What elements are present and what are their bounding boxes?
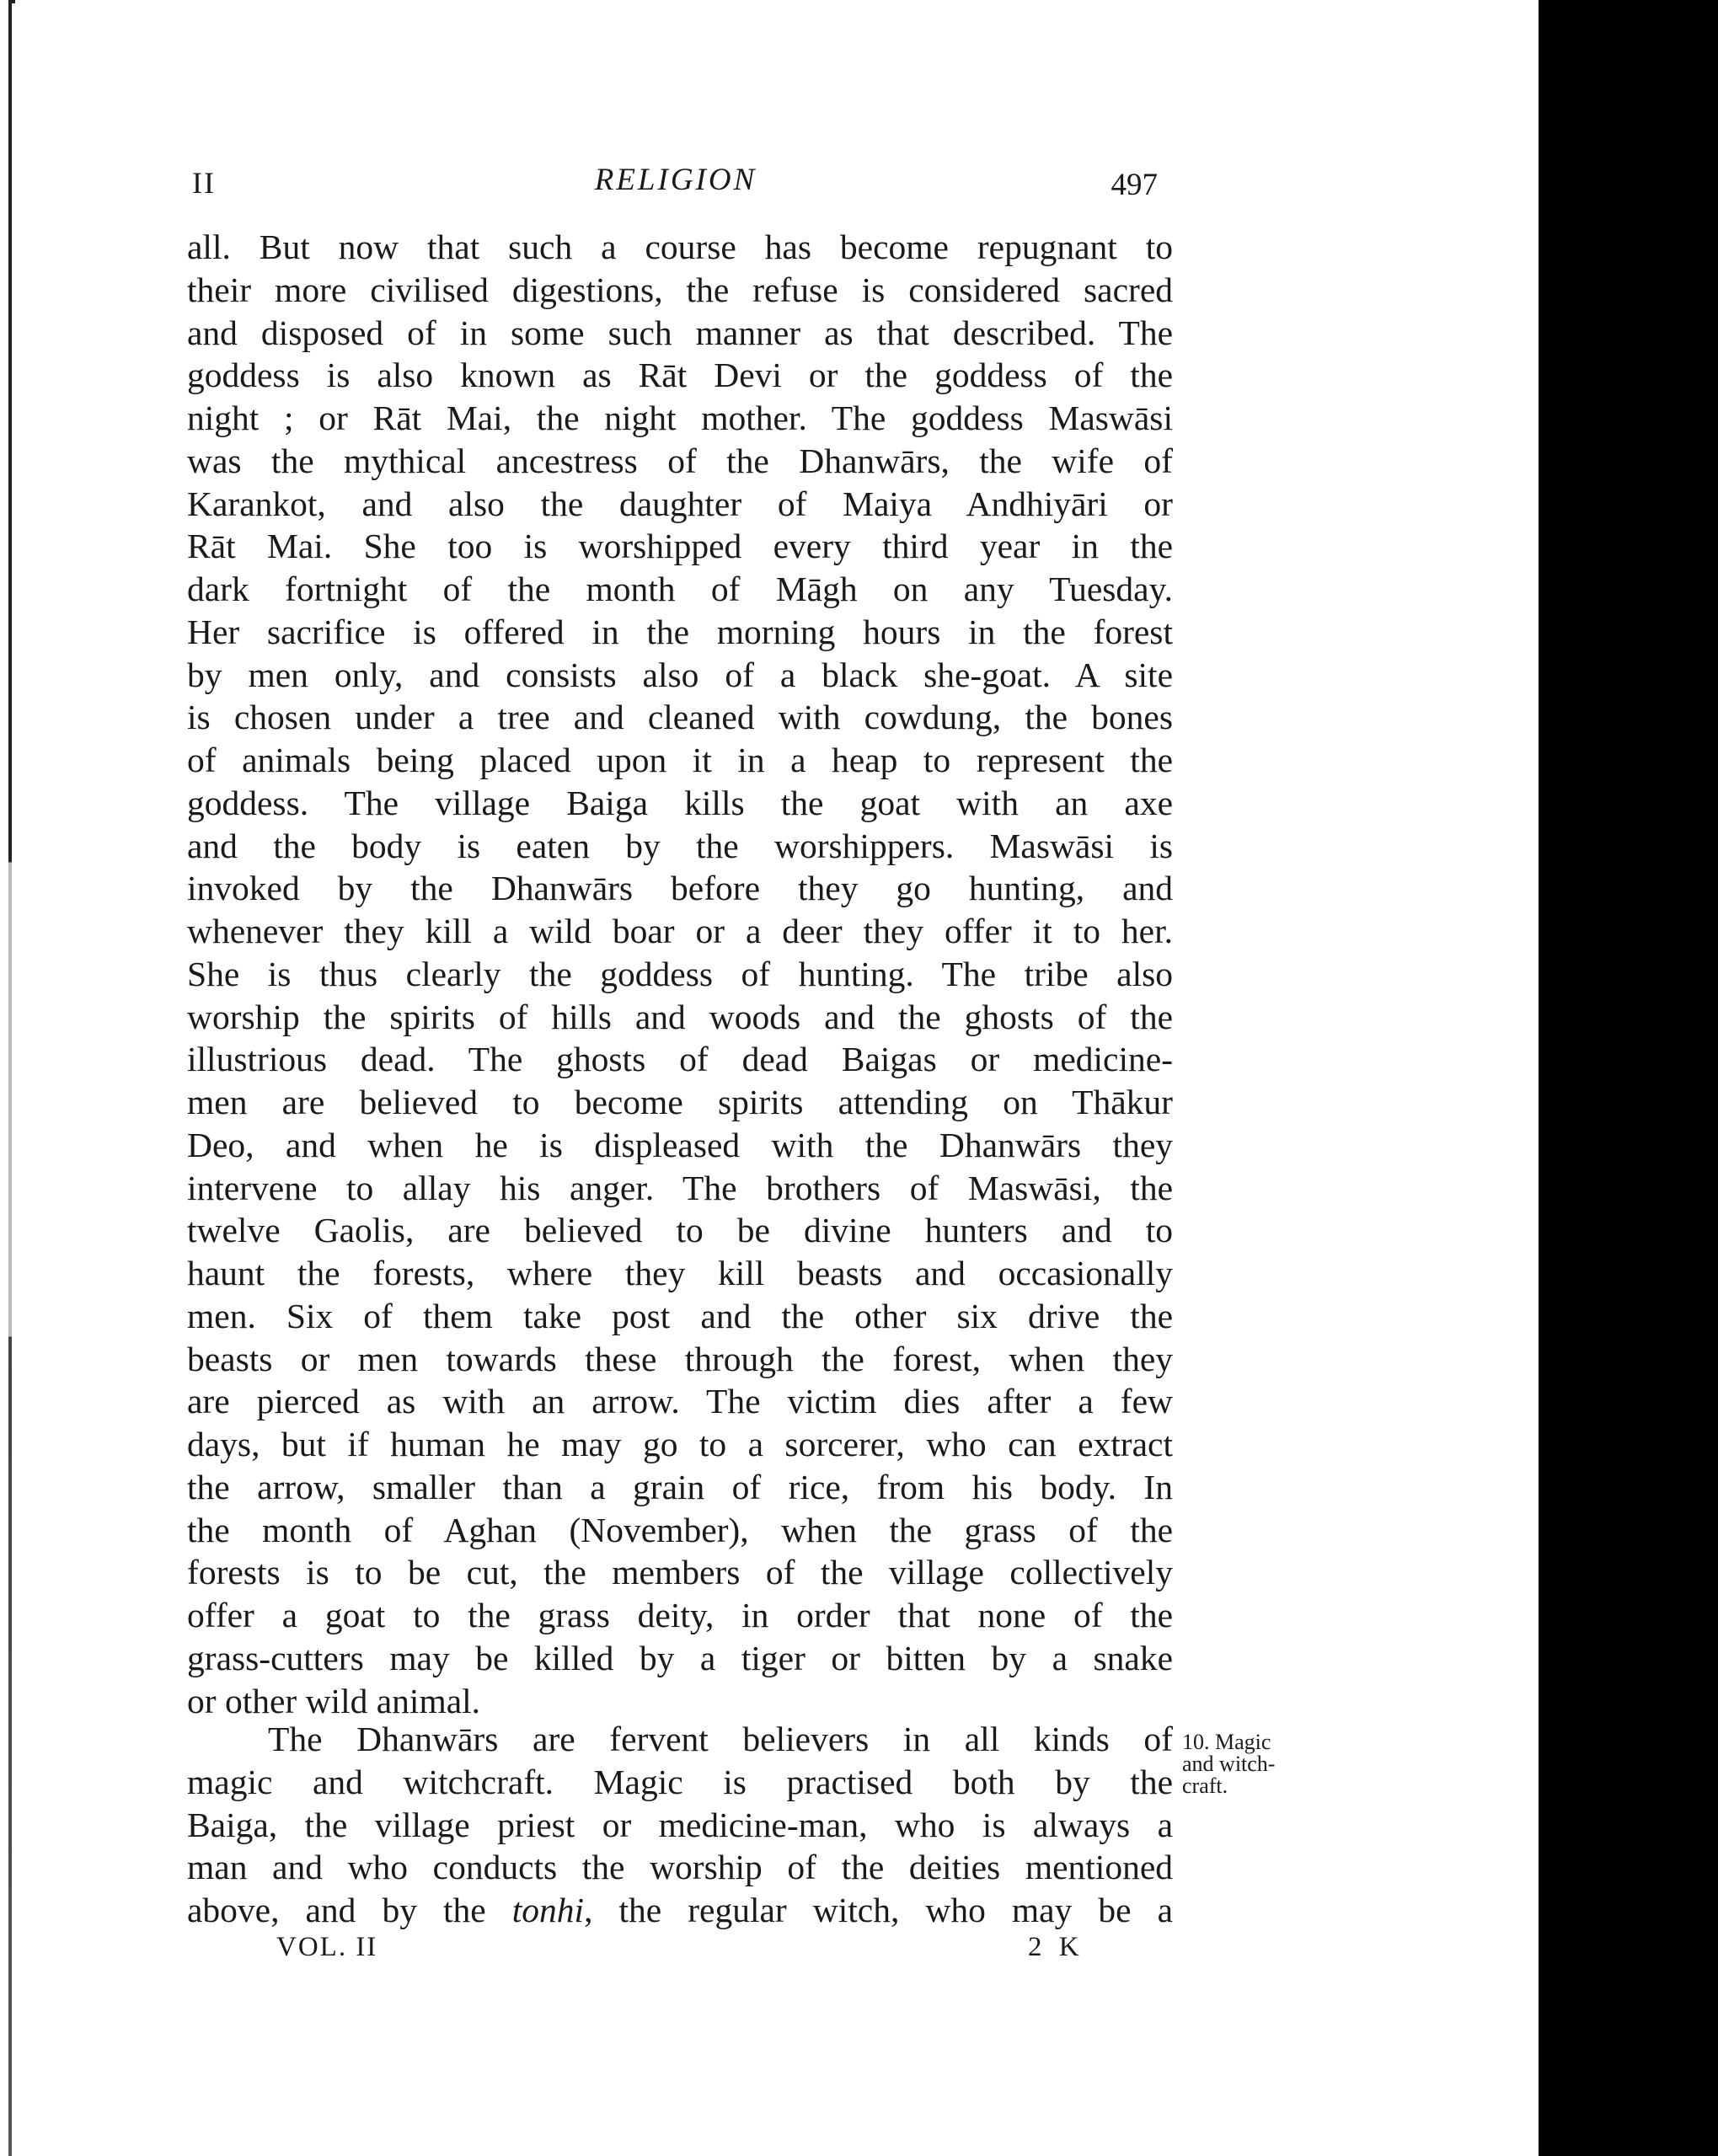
text-line: Her sacrifice is offered in the morning hours in the forest <box>187 612 1173 651</box>
text-line: The Dhanwārs are fervent believers in all kinds of <box>268 1720 1173 1758</box>
scan-right-dark-band <box>1539 0 1718 2156</box>
footer-volume: VOL. II <box>276 1932 378 1962</box>
text-line: goddess is also known as Rāt Devi or the goddess of the <box>187 356 1173 395</box>
text-line: illustrious dead. The ghosts of dead Baigas or medicine- <box>187 1040 1173 1079</box>
paragraph-2 <box>187 1718 1173 1932</box>
text-line: is chosen under a tree and cleaned with cowdung, the bones <box>187 698 1173 737</box>
text-line: are pierced as with an arrow. The victim dies after a few <box>187 1382 1173 1421</box>
footer-signature: 2 K <box>1028 1932 1084 1962</box>
header-volume-number: II <box>192 166 216 200</box>
margin-note <box>1182 1731 1317 1797</box>
text-line: grass-cutters may be killed by a tiger or bitten by a snake <box>187 1638 1173 1677</box>
text-line: magic and witchcraft. Magic is practised both by the <box>187 1762 1173 1801</box>
text-line: goddess. The village Baiga kills the goat with an axe <box>187 783 1173 822</box>
text-line: and the body is eaten by the worshippers. Maswāsi is <box>187 826 1173 865</box>
text-line: She is thus clearly the goddess of hunting. The tribe also <box>187 954 1173 993</box>
text-line: Rāt Mai. She too is worshipped every third year in the <box>187 527 1173 566</box>
page-footer <box>187 1932 1173 1966</box>
text-line: night ; or Rāt Mai, the night mother. The goddess Maswāsi <box>187 399 1173 437</box>
text-line: their more civilised digestions, the refuse is considered sacred <box>187 270 1173 309</box>
text-line: the month of Aghan (November), when the grass of the <box>187 1510 1173 1549</box>
margin-note-line: 10. Magic <box>1182 1730 1271 1754</box>
text-line: men. Six of them take post and the other six drive the <box>187 1296 1173 1335</box>
running-header <box>189 155 1163 206</box>
scan-left-edge <box>8 0 12 2156</box>
text-line <box>187 1889 1173 1932</box>
text-line: by men only, and consists also of a black she-goat. A site <box>187 655 1173 694</box>
page-number: 497 <box>1111 168 1158 202</box>
text-fragment: above, and by the <box>187 1891 512 1929</box>
text-line: the arrow, smaller than a grain of rice, from his body. In <box>187 1467 1173 1506</box>
text-line: all. But now that such a course has become repugnant to <box>187 227 1173 266</box>
text-line: was the mythical ancestress of the Dhanwārs, the wife of <box>187 441 1173 480</box>
text-line: twelve Gaolis, are believed to be divine hunters and to <box>187 1211 1173 1250</box>
text-fragment: , the regular witch, who may be a <box>584 1891 1173 1929</box>
margin-note-line: and witch- <box>1182 1752 1276 1776</box>
text-line: of animals being placed upon it in a heap to represent the <box>187 741 1173 779</box>
text-line: Baiga, the village priest or medicine-man, who is always a <box>187 1805 1173 1844</box>
text-line: and disposed of in some such manner as that described. The <box>187 313 1173 352</box>
text-line: dark fortnight of the month of Māgh on any Tuesday. <box>187 570 1173 608</box>
text-line: days, but if human he may go to a sorcerer, who can extract <box>187 1425 1173 1463</box>
paragraph-1 <box>187 226 1173 1722</box>
text-line: Karankot, and also the daughter of Maiya Andhiyāri or <box>187 484 1173 523</box>
text-line: man and who conducts the worship of the deities mentioned <box>187 1848 1173 1887</box>
text-line: forests is to be cut, the members of the village collectively <box>187 1553 1173 1592</box>
text-line: offer a goat to the grass deity, in order that none of the <box>187 1596 1173 1634</box>
text-line: Deo, and when he is displeased with the Dhanwārs they <box>187 1125 1173 1164</box>
text-line: intervene to allay his anger. The brothers of Maswāsi, the <box>187 1168 1173 1207</box>
margin-note-line: craft. <box>1182 1773 1228 1798</box>
text-line: men are believed to become spirits attending on Thākur <box>187 1083 1173 1121</box>
text-line: haunt the forests, where they kill beasts and occasionally <box>187 1254 1173 1292</box>
text-line: worship the spirits of hills and woods and the ghosts of the <box>187 997 1173 1036</box>
text-line: whenever they kill a wild boar or a deer they offer it to her. <box>187 912 1173 950</box>
text-line: or other wild animal. <box>187 1681 481 1720</box>
text-line: invoked by the Dhanwārs before they go hunting, and <box>187 869 1173 908</box>
italic-term: tonhi <box>511 1891 585 1929</box>
header-title: RELIGION <box>594 163 757 197</box>
text-line: beasts or men towards these through the forest, when they <box>187 1339 1173 1378</box>
